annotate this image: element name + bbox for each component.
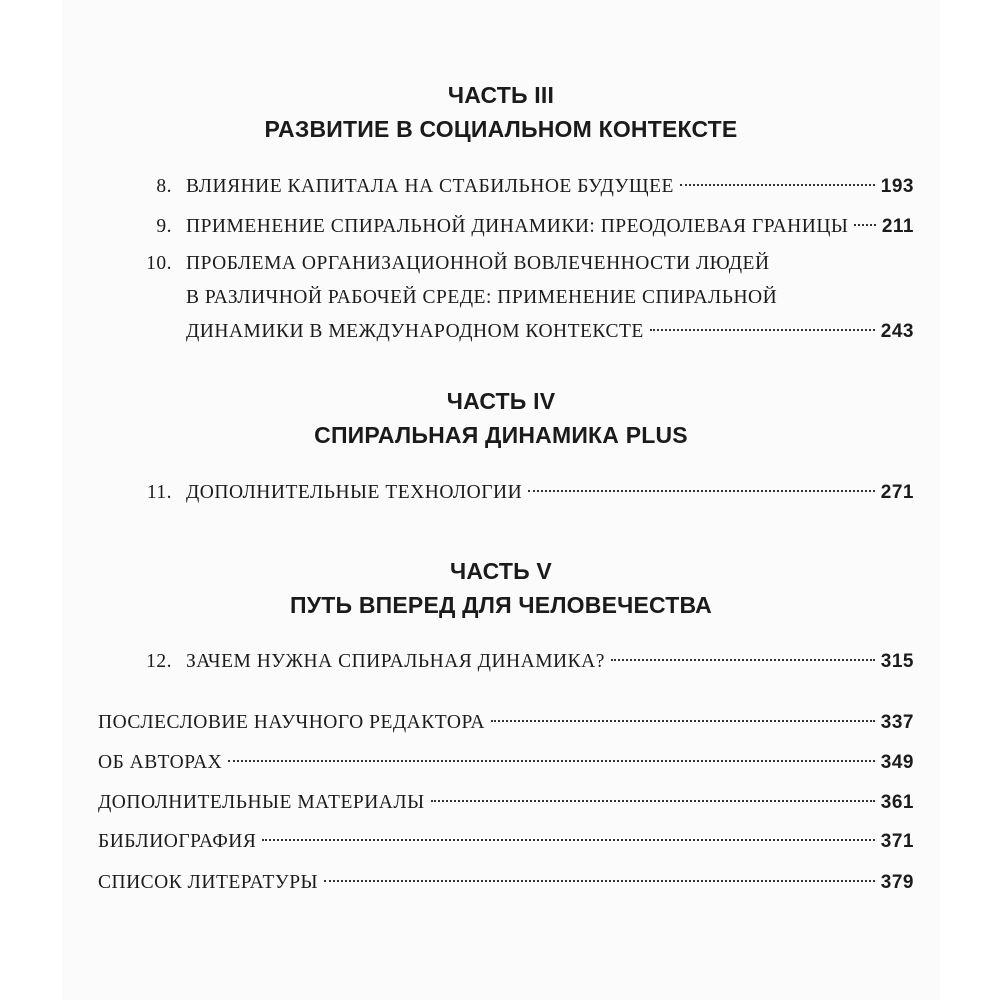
part-label: ЧАСТЬ IV bbox=[446, 388, 556, 414]
section-title: ОБ АВТОРАХ bbox=[98, 752, 223, 773]
page-number: 349 bbox=[880, 752, 914, 773]
dot-leader bbox=[228, 760, 875, 762]
part-title: СПИРАЛЬНАЯ ДИНАМИКА PLUS bbox=[314, 422, 688, 448]
dot-leader bbox=[262, 839, 874, 841]
toc-entry-backmatter[interactable] bbox=[98, 706, 914, 740]
dot-leader bbox=[680, 184, 875, 186]
part-heading bbox=[62, 384, 940, 452]
toc-entry-backmatter[interactable] bbox=[98, 746, 914, 780]
dot-leader bbox=[431, 800, 875, 802]
section-title: СПИСОК ЛИТЕРАТУРЫ bbox=[98, 872, 319, 893]
chapter-title: ЗАЧЕМ НУЖНА СПИРАЛЬНАЯ ДИНАМИКА? bbox=[186, 651, 605, 672]
toc-entry-backmatter[interactable] bbox=[98, 866, 914, 900]
dot-leader bbox=[611, 659, 875, 661]
page-number: 361 bbox=[880, 792, 914, 813]
chapter-number: 8. bbox=[156, 176, 172, 197]
page-number: 271 bbox=[880, 482, 914, 503]
part-title: ПУТЬ ВПЕРЕД ДЛЯ ЧЕЛОВЕЧЕСТВА bbox=[290, 592, 712, 618]
chapter-title-line: ПРОБЛЕМА ОРГАНИЗАЦИОННОЙ ВОВЛЕЧЕННОСТИ ЛЮДЕЙ bbox=[186, 253, 770, 274]
dot-leader bbox=[854, 224, 875, 226]
part-heading bbox=[62, 78, 940, 146]
chapter-title-line: В РАЗЛИЧНОЙ РАБОЧЕЙ СРЕДЕ: ПРИМЕНЕНИЕ СПИРАЛЬНОЙ bbox=[186, 287, 778, 308]
part-heading bbox=[62, 554, 940, 622]
toc-entry[interactable] bbox=[132, 210, 914, 244]
chapter-title-line: ДИНАМИКИ В МЕЖДУНАРОДНОМ КОНТЕКСТЕ bbox=[186, 321, 644, 342]
part-title: РАЗВИТИЕ В СОЦИАЛЬНОМ КОНТЕКСТЕ bbox=[264, 116, 738, 142]
book-page bbox=[62, 0, 940, 1000]
chapter-number: 10. bbox=[146, 253, 172, 274]
page-number: 315 bbox=[880, 651, 914, 672]
chapter-number: 9. bbox=[156, 216, 172, 237]
dot-leader bbox=[650, 329, 875, 331]
toc-entry[interactable] bbox=[132, 170, 914, 204]
dot-leader bbox=[324, 880, 875, 882]
page-number: 337 bbox=[880, 712, 914, 733]
page-number: 243 bbox=[880, 321, 914, 342]
section-title: ПОСЛЕСЛОВИЕ НАУЧНОГО РЕДАКТОРА bbox=[98, 712, 485, 733]
toc-entry-backmatter[interactable] bbox=[98, 786, 914, 820]
dot-leader bbox=[528, 490, 875, 492]
toc-entry[interactable] bbox=[132, 645, 914, 679]
section-title: ДОПОЛНИТЕЛЬНЫЕ МАТЕРИАЛЫ bbox=[98, 792, 425, 813]
chapter-number: 12. bbox=[146, 651, 172, 672]
toc-entry-backmatter[interactable] bbox=[98, 825, 914, 859]
chapter-title: ПРИМЕНЕНИЕ СПИРАЛЬНОЙ ДИНАМИКИ: ПРЕОДОЛЕВАЯ ГРАНИЦЫ bbox=[186, 216, 849, 237]
chapter-title: ДОПОЛНИТЕЛЬНЫЕ ТЕХНОЛОГИИ bbox=[186, 482, 523, 503]
part-label: ЧАСТЬ V bbox=[450, 558, 552, 584]
page-number: 379 bbox=[880, 872, 914, 893]
section-title: БИБЛИОГРАФИЯ bbox=[98, 831, 257, 852]
toc-entry[interactable] bbox=[132, 247, 914, 349]
chapter-title: ВЛИЯНИЕ КАПИТАЛА НА СТАБИЛЬНОЕ БУДУЩЕЕ bbox=[186, 176, 674, 197]
part-label: ЧАСТЬ III bbox=[447, 82, 555, 108]
page-number: 211 bbox=[881, 216, 914, 237]
toc-entry[interactable] bbox=[132, 476, 914, 510]
dot-leader bbox=[491, 720, 875, 722]
page-number: 193 bbox=[880, 176, 914, 197]
chapter-number: 11. bbox=[146, 482, 172, 503]
page-number: 371 bbox=[880, 831, 914, 852]
